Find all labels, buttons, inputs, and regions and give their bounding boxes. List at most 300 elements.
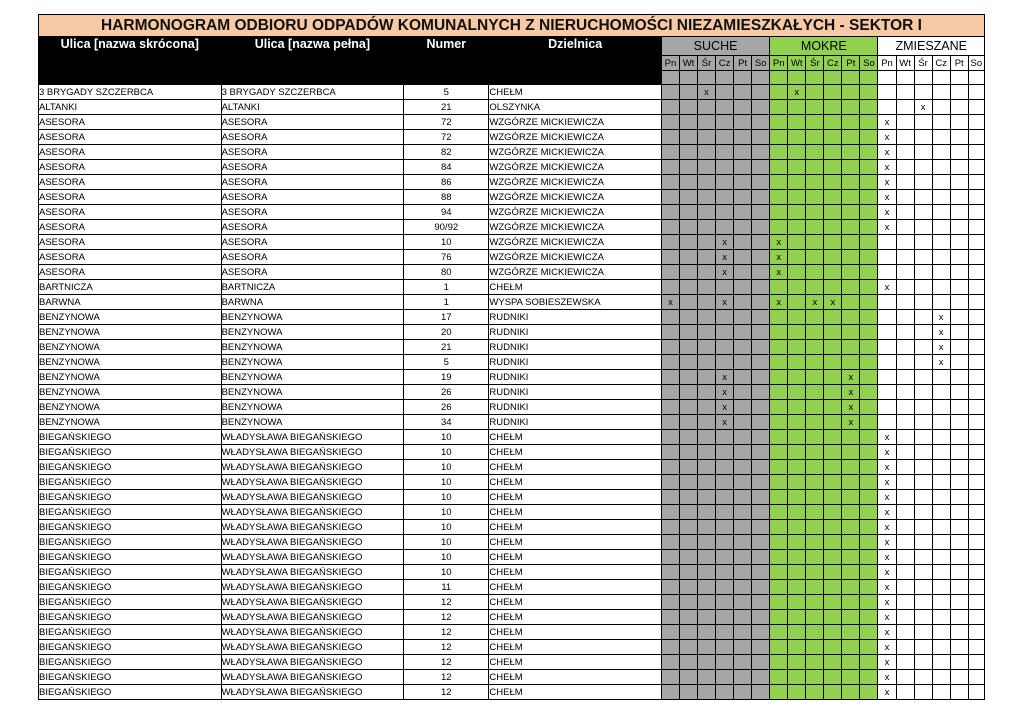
cell-suche-day bbox=[752, 430, 770, 445]
spacer-cell bbox=[661, 71, 679, 85]
cell-zmieszane-day bbox=[896, 220, 914, 235]
cell-mokre-day bbox=[860, 610, 878, 625]
cell-district: RUDNIKI bbox=[489, 310, 662, 325]
cell-zmieszane-day bbox=[950, 295, 968, 310]
cell-suche-day bbox=[698, 325, 716, 340]
cell-suche-day bbox=[752, 595, 770, 610]
cell-suche-day bbox=[716, 130, 734, 145]
cell-zmieszane-day: x bbox=[878, 220, 896, 235]
cell-zmieszane-day bbox=[878, 310, 896, 325]
cell-zmieszane-day: x bbox=[878, 130, 896, 145]
cell-suche-day bbox=[752, 385, 770, 400]
cell-mokre-day bbox=[842, 355, 860, 370]
cell-zmieszane-day bbox=[950, 655, 968, 670]
cell-mokre-day bbox=[860, 370, 878, 385]
cell-zmieszane-day bbox=[896, 460, 914, 475]
cell-zmieszane-day: x bbox=[878, 175, 896, 190]
cell-suche-day bbox=[661, 160, 679, 175]
cell-suche-day bbox=[679, 550, 697, 565]
cell-zmieszane-day bbox=[968, 280, 984, 295]
cell-suche-day bbox=[679, 160, 697, 175]
cell-zmieszane-day bbox=[896, 535, 914, 550]
cell-street-full: BENZYNOWA bbox=[221, 340, 404, 355]
cell-mokre-day: x bbox=[842, 385, 860, 400]
cell-street-short: ASESORA bbox=[39, 145, 222, 160]
cell-street-short: 3 BRYGADY SZCZERBCA bbox=[39, 85, 222, 100]
cell-mokre-day bbox=[806, 325, 824, 340]
cell-street-short: ASESORA bbox=[39, 220, 222, 235]
cell-suche-day bbox=[679, 325, 697, 340]
cell-mokre-day bbox=[806, 115, 824, 130]
cell-mokre-day bbox=[842, 595, 860, 610]
cell-zmieszane-day bbox=[950, 130, 968, 145]
table-row bbox=[39, 445, 985, 460]
cell-suche-day: x bbox=[716, 400, 734, 415]
cell-zmieszane-day bbox=[896, 625, 914, 640]
cell-zmieszane-day bbox=[914, 85, 932, 100]
cell-zmieszane-day bbox=[914, 115, 932, 130]
cell-zmieszane-day bbox=[932, 595, 950, 610]
cell-zmieszane-day bbox=[878, 355, 896, 370]
cell-suche-day: x bbox=[698, 85, 716, 100]
cell-street-full: BENZYNOWA bbox=[221, 310, 404, 325]
cell-number: 1 bbox=[404, 295, 489, 310]
cell-street-short: ASESORA bbox=[39, 115, 222, 130]
cell-suche-day bbox=[679, 640, 697, 655]
cell-mokre-day bbox=[806, 385, 824, 400]
cell-number: 86 bbox=[404, 175, 489, 190]
cell-district: WZGÓRZE MICKIEWICZA bbox=[489, 160, 662, 175]
cell-zmieszane-day bbox=[968, 595, 984, 610]
cell-mokre-day bbox=[824, 220, 842, 235]
cell-mokre-day bbox=[770, 460, 788, 475]
cell-suche-day bbox=[698, 100, 716, 115]
cell-mokre-day bbox=[788, 205, 806, 220]
cell-suche-day bbox=[698, 190, 716, 205]
cell-mokre-day bbox=[806, 370, 824, 385]
cell-street-short: BENZYNOWA bbox=[39, 310, 222, 325]
cell-street-full: WŁADYSŁAWA BIEGAŃSKIEGO bbox=[221, 475, 404, 490]
cell-street-full: WŁADYSŁAWA BIEGAŃSKIEGO bbox=[221, 655, 404, 670]
cell-mokre-day bbox=[842, 655, 860, 670]
cell-mokre-day bbox=[770, 145, 788, 160]
cell-mokre-day bbox=[770, 205, 788, 220]
table-row bbox=[39, 565, 985, 580]
cell-mokre-day bbox=[806, 490, 824, 505]
cell-zmieszane-day bbox=[950, 340, 968, 355]
cell-zmieszane-day bbox=[896, 235, 914, 250]
cell-suche-day bbox=[661, 640, 679, 655]
table-row bbox=[39, 85, 985, 100]
cell-mokre-day bbox=[860, 190, 878, 205]
cell-zmieszane-day bbox=[932, 490, 950, 505]
cell-zmieszane-day: x bbox=[878, 280, 896, 295]
cell-suche-day bbox=[734, 280, 752, 295]
cell-suche-day: x bbox=[661, 295, 679, 310]
cell-zmieszane-day bbox=[950, 355, 968, 370]
cell-street-full: WŁADYSŁAWA BIEGAŃSKIEGO bbox=[221, 640, 404, 655]
cell-zmieszane-day bbox=[896, 355, 914, 370]
cell-suche-day bbox=[698, 640, 716, 655]
cell-zmieszane-day bbox=[968, 685, 984, 700]
spacer-cell bbox=[842, 71, 860, 85]
cell-zmieszane-day bbox=[896, 445, 914, 460]
cell-suche-day bbox=[661, 175, 679, 190]
day-header-suche-1: Wt bbox=[679, 56, 697, 71]
cell-suche-day bbox=[752, 505, 770, 520]
table-row bbox=[39, 370, 985, 385]
cell-district: WZGÓRZE MICKIEWICZA bbox=[489, 220, 662, 235]
column-header-full-name: Ulica [nazwa pełna] bbox=[221, 37, 404, 85]
cell-zmieszane-day bbox=[914, 640, 932, 655]
cell-zmieszane-day bbox=[914, 205, 932, 220]
cell-zmieszane-day bbox=[914, 670, 932, 685]
cell-zmieszane-day bbox=[878, 85, 896, 100]
cell-district: CHEŁM bbox=[489, 625, 662, 640]
cell-suche-day bbox=[661, 250, 679, 265]
cell-street-short: BARTNICZA bbox=[39, 280, 222, 295]
cell-mokre-day bbox=[770, 580, 788, 595]
cell-mokre-day bbox=[770, 115, 788, 130]
day-header-suche-2: Śr bbox=[698, 56, 716, 71]
day-header-suche-3: Cz bbox=[716, 56, 734, 71]
cell-zmieszane-day bbox=[950, 370, 968, 385]
cell-number: 10 bbox=[404, 235, 489, 250]
table-row bbox=[39, 220, 985, 235]
cell-zmieszane-day bbox=[896, 475, 914, 490]
cell-zmieszane-day bbox=[914, 340, 932, 355]
cell-zmieszane-day bbox=[896, 520, 914, 535]
cell-zmieszane-day bbox=[950, 430, 968, 445]
cell-suche-day bbox=[661, 265, 679, 280]
cell-mokre-day bbox=[788, 520, 806, 535]
table-row bbox=[39, 355, 985, 370]
cell-suche-day bbox=[661, 100, 679, 115]
cell-suche-day bbox=[679, 280, 697, 295]
cell-zmieszane-day bbox=[914, 370, 932, 385]
cell-mokre-day bbox=[788, 550, 806, 565]
cell-street-full: BENZYNOWA bbox=[221, 355, 404, 370]
cell-suche-day bbox=[752, 160, 770, 175]
cell-district: CHEŁM bbox=[489, 670, 662, 685]
cell-mokre-day bbox=[842, 145, 860, 160]
cell-zmieszane-day bbox=[932, 565, 950, 580]
cell-mokre-day bbox=[860, 145, 878, 160]
cell-suche-day bbox=[752, 625, 770, 640]
cell-zmieszane-day bbox=[968, 205, 984, 220]
cell-suche-day bbox=[752, 415, 770, 430]
cell-mokre-day bbox=[842, 130, 860, 145]
cell-mokre-day bbox=[842, 220, 860, 235]
cell-mokre-day bbox=[860, 385, 878, 400]
cell-mokre-day bbox=[788, 190, 806, 205]
cell-suche-day bbox=[679, 220, 697, 235]
cell-zmieszane-day bbox=[896, 400, 914, 415]
cell-suche-day bbox=[734, 235, 752, 250]
cell-suche-day bbox=[752, 640, 770, 655]
cell-district: WZGÓRZE MICKIEWICZA bbox=[489, 205, 662, 220]
cell-suche-day bbox=[661, 580, 679, 595]
cell-street-full: ASESORA bbox=[221, 115, 404, 130]
cell-zmieszane-day bbox=[914, 280, 932, 295]
cell-street-short: BIEGAŃSKIEGO bbox=[39, 610, 222, 625]
cell-district: CHEŁM bbox=[489, 535, 662, 550]
cell-suche-day bbox=[716, 520, 734, 535]
cell-mokre-day bbox=[842, 430, 860, 445]
cell-street-full: WŁADYSŁAWA BIEGAŃSKIEGO bbox=[221, 460, 404, 475]
cell-suche-day bbox=[734, 205, 752, 220]
cell-mokre-day bbox=[788, 265, 806, 280]
cell-zmieszane-day bbox=[950, 220, 968, 235]
cell-zmieszane-day bbox=[896, 85, 914, 100]
cell-street-short: BIEGAŃSKIEGO bbox=[39, 475, 222, 490]
spacer-cell bbox=[734, 71, 752, 85]
cell-suche-day bbox=[661, 310, 679, 325]
cell-mokre-day bbox=[806, 430, 824, 445]
cell-mokre-day bbox=[770, 535, 788, 550]
cell-zmieszane-day bbox=[968, 475, 984, 490]
cell-zmieszane-day bbox=[950, 145, 968, 160]
table-row bbox=[39, 265, 985, 280]
cell-zmieszane-day bbox=[896, 265, 914, 280]
schedule-table bbox=[38, 14, 985, 700]
spacer-cell bbox=[968, 71, 984, 85]
cell-suche-day bbox=[661, 430, 679, 445]
cell-mokre-day bbox=[824, 490, 842, 505]
cell-mokre-day bbox=[788, 535, 806, 550]
cell-zmieszane-day bbox=[950, 160, 968, 175]
cell-suche-day bbox=[734, 115, 752, 130]
day-header-mokre-0: Pn bbox=[770, 56, 788, 71]
cell-mokre-day bbox=[788, 115, 806, 130]
cell-mokre-day bbox=[806, 190, 824, 205]
cell-zmieszane-day bbox=[968, 160, 984, 175]
cell-number: 10 bbox=[404, 490, 489, 505]
cell-suche-day bbox=[698, 235, 716, 250]
cell-suche-day bbox=[716, 685, 734, 700]
table-row bbox=[39, 400, 985, 415]
cell-street-full: BENZYNOWA bbox=[221, 370, 404, 385]
spacer-cell bbox=[896, 71, 914, 85]
cell-mokre-day bbox=[842, 685, 860, 700]
cell-mokre-day bbox=[770, 280, 788, 295]
cell-zmieszane-day bbox=[950, 475, 968, 490]
cell-mokre-day bbox=[770, 385, 788, 400]
cell-suche-day bbox=[716, 100, 734, 115]
cell-mokre-day bbox=[824, 370, 842, 385]
cell-suche-day bbox=[679, 115, 697, 130]
cell-zmieszane-day bbox=[950, 385, 968, 400]
cell-zmieszane-day bbox=[914, 550, 932, 565]
cell-suche-day bbox=[698, 445, 716, 460]
cell-zmieszane-day bbox=[950, 235, 968, 250]
cell-zmieszane-day bbox=[932, 580, 950, 595]
cell-suche-day bbox=[661, 235, 679, 250]
cell-suche-day bbox=[679, 580, 697, 595]
cell-zmieszane-day: x bbox=[878, 475, 896, 490]
spacer-cell bbox=[788, 71, 806, 85]
cell-zmieszane-day bbox=[968, 355, 984, 370]
cell-suche-day bbox=[734, 145, 752, 160]
cell-zmieszane-day bbox=[932, 175, 950, 190]
cell-mokre-day bbox=[842, 85, 860, 100]
cell-zmieszane-day bbox=[968, 85, 984, 100]
cell-zmieszane-day bbox=[896, 340, 914, 355]
spacer-cell bbox=[824, 71, 842, 85]
cell-suche-day bbox=[661, 280, 679, 295]
cell-number: 34 bbox=[404, 415, 489, 430]
cell-mokre-day bbox=[770, 475, 788, 490]
cell-mokre-day bbox=[860, 445, 878, 460]
table-row bbox=[39, 280, 985, 295]
cell-district: WZGÓRZE MICKIEWICZA bbox=[489, 130, 662, 145]
cell-mokre-day bbox=[770, 190, 788, 205]
cell-suche-day bbox=[734, 370, 752, 385]
cell-mokre-day bbox=[860, 670, 878, 685]
cell-mokre-day bbox=[824, 100, 842, 115]
cell-suche-day bbox=[661, 655, 679, 670]
table-row bbox=[39, 325, 985, 340]
cell-suche-day bbox=[679, 295, 697, 310]
cell-mokre-day bbox=[806, 250, 824, 265]
cell-street-full: ASESORA bbox=[221, 235, 404, 250]
cell-suche-day bbox=[716, 580, 734, 595]
cell-number: 5 bbox=[404, 85, 489, 100]
cell-district: CHEŁM bbox=[489, 595, 662, 610]
cell-zmieszane-day: x bbox=[914, 100, 932, 115]
cell-district: OLSZYNKA bbox=[489, 100, 662, 115]
cell-zmieszane-day bbox=[968, 415, 984, 430]
cell-mokre-day bbox=[770, 445, 788, 460]
cell-street-short: BENZYNOWA bbox=[39, 325, 222, 340]
cell-zmieszane-day bbox=[932, 475, 950, 490]
cell-suche-day bbox=[698, 265, 716, 280]
cell-street-short: BIEGAŃSKIEGO bbox=[39, 445, 222, 460]
cell-district: CHEŁM bbox=[489, 550, 662, 565]
cell-suche-day bbox=[752, 235, 770, 250]
cell-suche-day bbox=[698, 595, 716, 610]
table-row bbox=[39, 505, 985, 520]
cell-suche-day bbox=[698, 370, 716, 385]
cell-street-short: BIEGAŃSKIEGO bbox=[39, 520, 222, 535]
cell-street-full: ASESORA bbox=[221, 190, 404, 205]
cell-mokre-day bbox=[806, 460, 824, 475]
cell-mokre-day bbox=[770, 490, 788, 505]
cell-mokre-day bbox=[824, 400, 842, 415]
cell-suche-day: x bbox=[716, 415, 734, 430]
cell-suche-day bbox=[752, 220, 770, 235]
table-row bbox=[39, 190, 985, 205]
cell-zmieszane-day: x bbox=[878, 145, 896, 160]
day-header-suche-4: Pt bbox=[734, 56, 752, 71]
cell-suche-day bbox=[716, 505, 734, 520]
cell-zmieszane-day bbox=[896, 130, 914, 145]
cell-street-full: ASESORA bbox=[221, 220, 404, 235]
cell-number: 26 bbox=[404, 400, 489, 415]
cell-mokre-day bbox=[860, 160, 878, 175]
cell-zmieszane-day bbox=[968, 610, 984, 625]
cell-zmieszane-day bbox=[896, 670, 914, 685]
column-header-short-name: Ulica [nazwa skrócona] bbox=[39, 37, 222, 85]
cell-suche-day bbox=[716, 145, 734, 160]
cell-suche-day bbox=[698, 310, 716, 325]
cell-suche-day bbox=[698, 355, 716, 370]
table-row bbox=[39, 205, 985, 220]
cell-zmieszane-day bbox=[932, 535, 950, 550]
cell-street-short: BIEGAŃSKIEGO bbox=[39, 535, 222, 550]
cell-zmieszane-day bbox=[896, 385, 914, 400]
cell-zmieszane-day bbox=[896, 370, 914, 385]
cell-suche-day bbox=[698, 220, 716, 235]
cell-suche-day bbox=[734, 505, 752, 520]
cell-suche-day bbox=[661, 490, 679, 505]
cell-suche-day bbox=[679, 205, 697, 220]
cell-mokre-day bbox=[806, 280, 824, 295]
cell-zmieszane-day bbox=[932, 190, 950, 205]
cell-zmieszane-day bbox=[896, 580, 914, 595]
cell-mokre-day bbox=[842, 205, 860, 220]
cell-suche-day bbox=[752, 310, 770, 325]
cell-suche-day bbox=[679, 85, 697, 100]
cell-mokre-day bbox=[806, 535, 824, 550]
cell-zmieszane-day: x bbox=[878, 640, 896, 655]
cell-mokre-day bbox=[824, 550, 842, 565]
table-row bbox=[39, 460, 985, 475]
cell-zmieszane-day bbox=[932, 370, 950, 385]
cell-suche-day bbox=[734, 220, 752, 235]
cell-zmieszane-day bbox=[932, 100, 950, 115]
cell-mokre-day bbox=[842, 550, 860, 565]
cell-suche-day bbox=[679, 250, 697, 265]
cell-district: RUDNIKI bbox=[489, 385, 662, 400]
cell-zmieszane-day: x bbox=[878, 670, 896, 685]
cell-zmieszane-day bbox=[914, 430, 932, 445]
cell-mokre-day bbox=[770, 595, 788, 610]
cell-street-short: ASESORA bbox=[39, 265, 222, 280]
cell-mokre-day bbox=[770, 340, 788, 355]
cell-number: 10 bbox=[404, 475, 489, 490]
cell-suche-day bbox=[661, 340, 679, 355]
cell-suche-day bbox=[698, 205, 716, 220]
cell-zmieszane-day: x bbox=[932, 325, 950, 340]
table-row bbox=[39, 610, 985, 625]
cell-mokre-day bbox=[788, 640, 806, 655]
cell-number: 72 bbox=[404, 130, 489, 145]
cell-suche-day bbox=[679, 130, 697, 145]
cell-street-full: ALTANKI bbox=[221, 100, 404, 115]
cell-suche-day bbox=[661, 550, 679, 565]
cell-district: CHEŁM bbox=[489, 460, 662, 475]
cell-mokre-day bbox=[824, 325, 842, 340]
cell-suche-day bbox=[716, 610, 734, 625]
cell-mokre-day bbox=[860, 655, 878, 670]
spacer-cell bbox=[679, 71, 697, 85]
cell-zmieszane-day bbox=[968, 490, 984, 505]
cell-zmieszane-day: x bbox=[878, 655, 896, 670]
cell-zmieszane-day: x bbox=[878, 565, 896, 580]
table-row bbox=[39, 130, 985, 145]
cell-zmieszane-day bbox=[896, 295, 914, 310]
cell-number: 10 bbox=[404, 520, 489, 535]
cell-mokre-day bbox=[824, 115, 842, 130]
cell-mokre-day bbox=[842, 565, 860, 580]
cell-zmieszane-day bbox=[878, 235, 896, 250]
cell-mokre-day bbox=[806, 685, 824, 700]
cell-mokre-day bbox=[788, 400, 806, 415]
cell-suche-day bbox=[734, 250, 752, 265]
cell-zmieszane-day bbox=[896, 325, 914, 340]
cell-mokre-day bbox=[788, 385, 806, 400]
